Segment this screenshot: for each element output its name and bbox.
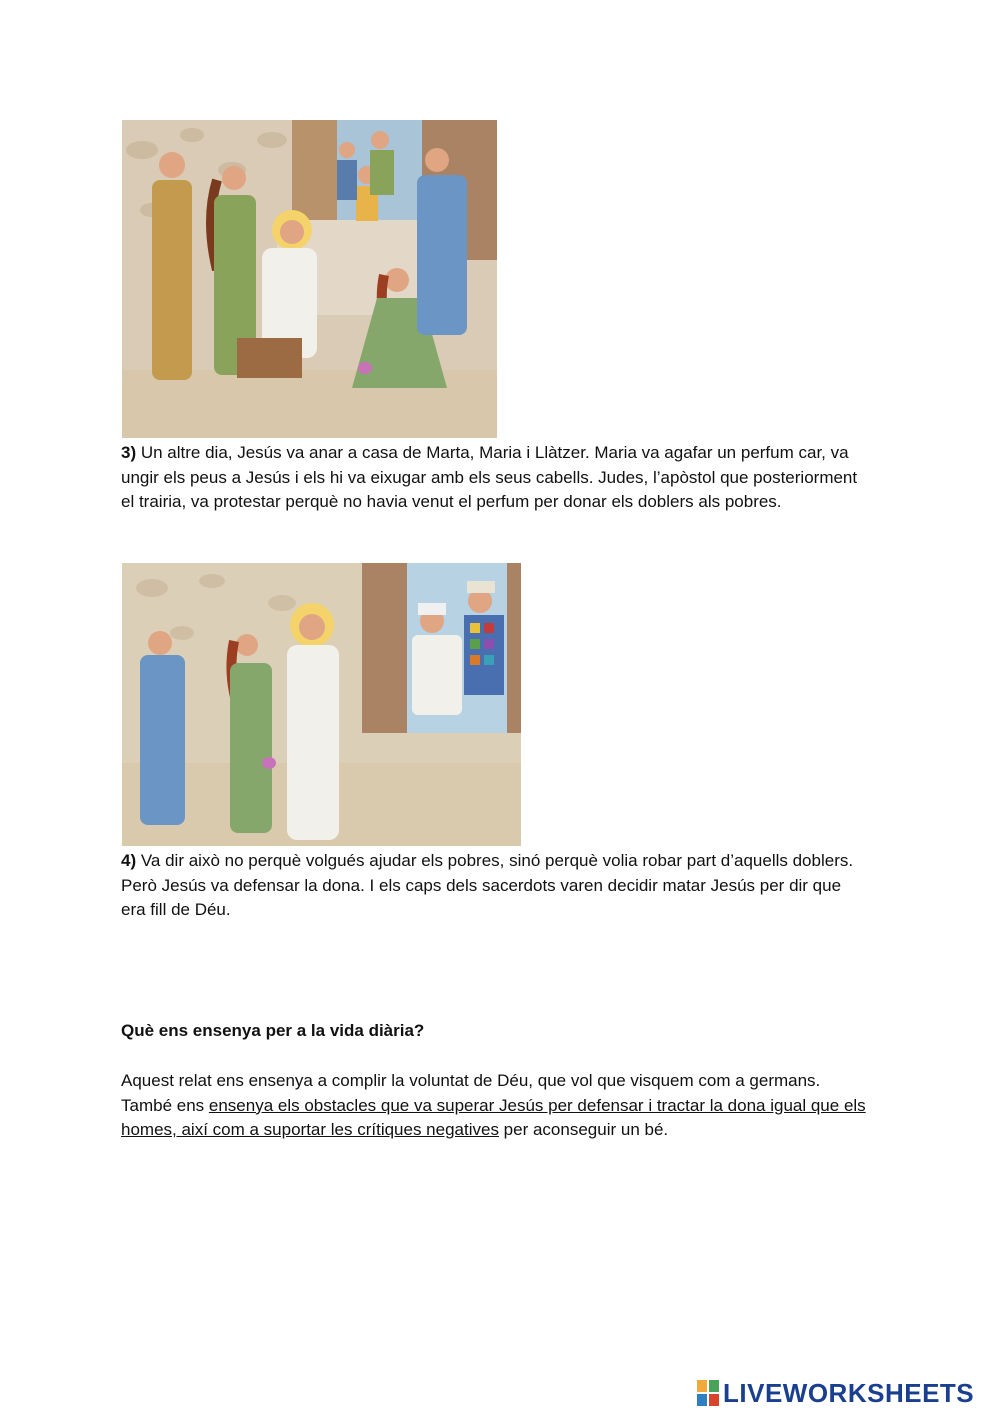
section-text: Un altre dia, Jesús va anar a casa de Marta, Maria i Llàtzer. Maria va agafar un perfum car, va ungir els peus a Jesús i els hi va eixugar amb els seus cabells. Judes, l’apòstol que posteriorment el trairia, va protestar perquè no havia venut el perfum per donar els doblers als pobres.: [121, 443, 858, 511]
liveworksheets-brand: LIVEWORKSHEETS: [723, 1377, 975, 1408]
lesson-text-underlined: ensenya els obstacles que va superar Jesús per defensar i tractar la dona igual que els homes, així com a suportar les crítiques negatives: [121, 1095, 866, 1139]
illustration-anointing: [122, 120, 497, 438]
lesson-text-before: Aquest relat ens ensenya a complir la voluntat de Déu, que vol que visquem com a germans. També ens: [121, 1071, 821, 1115]
section-text: Va dir això no perquè volgués ajudar els pobres, sinó perquè volia robar part d’aquells doblers. Però Jesús va defensar la dona. I els caps dels sacerdots varen decidir matar Jesús per dir que era fill de Déu.: [121, 851, 854, 919]
illustration-priests: [122, 563, 521, 846]
lesson-paragraph: [121, 1069, 866, 1143]
section-number: 3): [121, 443, 137, 462]
liveworksheets-mark-icon: [697, 1380, 719, 1406]
lesson-text-after: per aconseguir un bé.: [498, 1120, 669, 1139]
section-number: 4): [121, 851, 137, 870]
lesson-heading: Què ens ensenya per a la vida diària?: [121, 1021, 425, 1040]
paragraph-section-3: [121, 441, 866, 515]
paragraph-section-4: [121, 849, 866, 923]
liveworksheets-logo[interactable]: [697, 1378, 974, 1408]
